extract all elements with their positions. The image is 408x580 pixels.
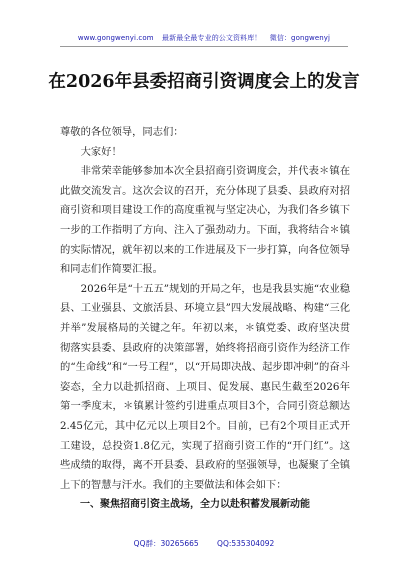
header-site-link[interactable]: www.gongwenyi.com <box>77 34 154 42</box>
header-slogan: 最新最全最专业的公文资料库！ <box>162 34 262 42</box>
page-footer <box>0 538 408 549</box>
footer-qq: QQ:535304092 <box>217 539 275 548</box>
salutation: 尊敬的各位领导，同志们： <box>60 126 184 138</box>
paragraph-progress: 2026年是“十五五”规划的开局之年，也是我县实施“农业稳县、工业强县、文旅活县、环境立县”四大发展战略、构建“三化并举”发展格局的关键之年。年初以来，＊镇党委、政府坚决贯彻落实县委、县政府的决策部署，始终将招商引资作为经济工作的“生命线”和“一号工程”，以“开局即决战、起步即冲刺”的奋斗姿态，全力以赴抓招商、上项目、促发展、惠民生截至2026年第一季度末，＊镇累计签约引进重点项目3个，合同引资总额达2.45亿元，其中亿元以上项目2个。目前，已有2个项目正式开工建设，总投资1.8亿元，实现了招商引资工作的“开门红”。这些成绩的取得，离不开县委、县政府的坚强领导，也凝聚了全镇上下的智慧与汗水。我们的主要做法和体会如下： <box>60 282 350 491</box>
document-body <box>60 123 350 515</box>
document-title: 在2026年县委招商引资调度会上的发言 <box>48 72 360 92</box>
section-heading: 一、聚焦招商引资主战场，全力以赴积蓄发展新动能 <box>80 499 310 511</box>
header-wechat: 微信：gongwenyj <box>269 34 331 42</box>
paragraph-intro: 非常荣幸能够参加本次全县招商引资调度会，并代表＊镇在此做交流发言。这次会议的召开，充分体现了县委、县政府对招商引资和项目建设工作的高度重视与坚定决心，为我们各乡镇下一步的工作指明了方向、注入了强劲动力。下面，我将结合＊镇的实际情况，就年初以来的工作进展及下一步打算，向各位领导和同志们作简要汇报。 <box>60 165 350 276</box>
paragraph-greeting: 大家好！ <box>80 145 122 158</box>
footer-qq-group: QQ群：30265665 <box>133 539 199 548</box>
page-header <box>0 33 408 43</box>
header-divider <box>60 46 348 47</box>
